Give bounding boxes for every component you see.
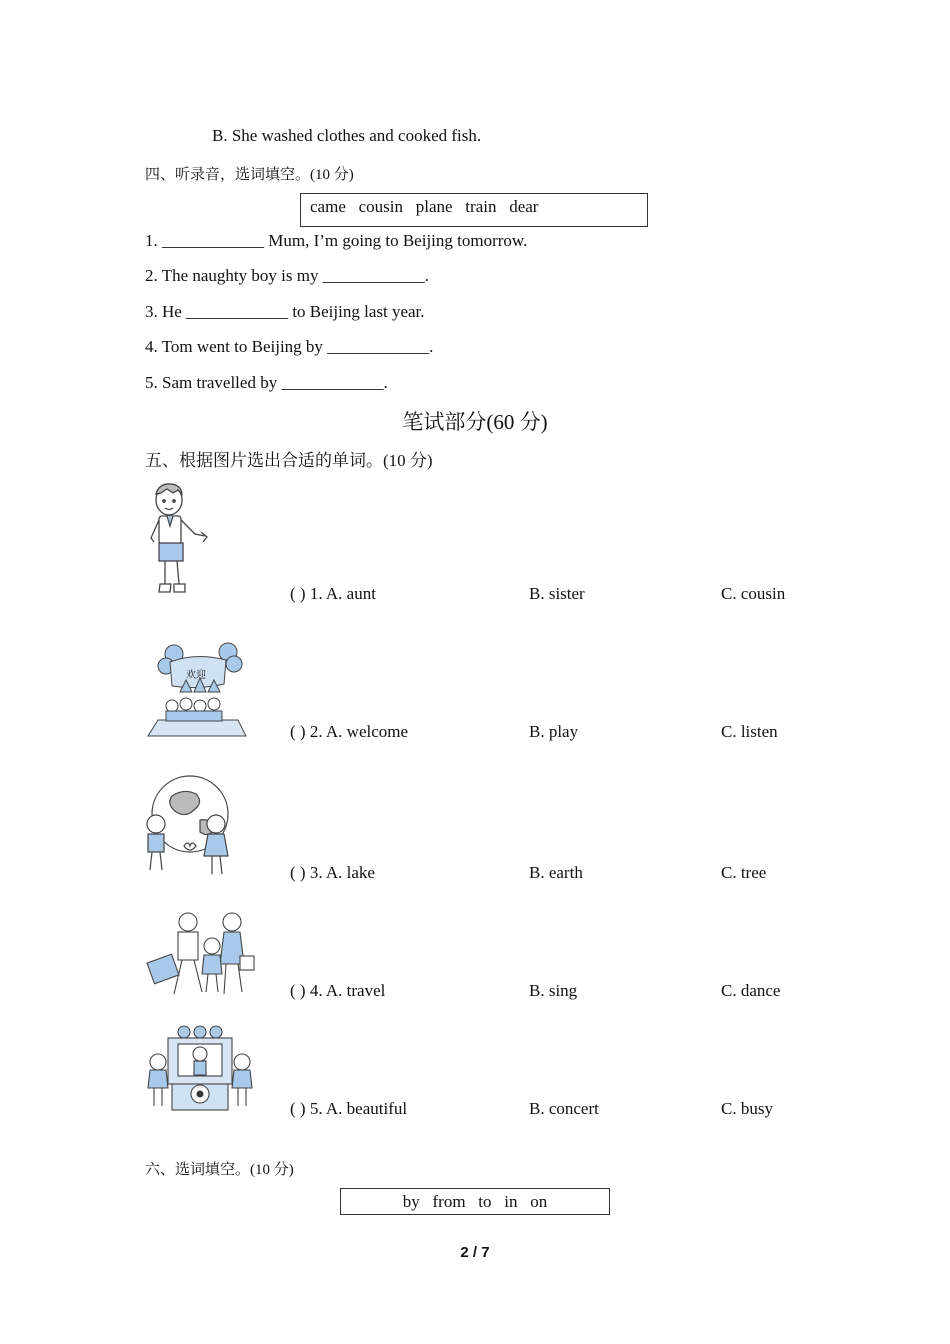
section6-word-box [340,1188,610,1215]
welcome-banner-text: 欢迎 [186,670,206,681]
family-travel-image [144,908,256,1000]
section4-word-box [300,193,648,227]
boy-waving-image [145,480,215,602]
concert-stage-image [144,1024,256,1114]
section4-item-1: 1. ____________ Mum, I’m going to Beijing tomorrow. [145,231,528,250]
section4-heading: 四、听录音，选词填空。(10 分) [145,167,354,183]
previous-option: B. She washed clothes and cooked fish. [212,126,482,145]
q3-option-c: C. tree [721,863,767,882]
q3-stem: ( ) 3. A. lake [290,863,375,882]
q2-stem: ( ) 2. A. welcome [290,722,409,741]
q4-option-b: B. sing [529,981,578,1000]
section4-item-5: 5. Sam travelled by ____________. [145,373,388,392]
section6-heading: 六、选词填空。(10 分) [145,1162,294,1178]
q2-option-c: C. listen [721,722,778,741]
q5-option-c: C. busy [721,1099,773,1118]
section4-item-3: 3. He ____________ to Beijing last year. [145,302,425,321]
section4-word-list: came cousin plane train dear [310,197,539,216]
welcome-banner-image [146,640,248,740]
children-globe-image [142,774,238,884]
written-part-title: 笔试部分(60 分) [402,410,548,434]
section5-heading: 五、根据图片选出合适的单词。(10 分) [145,451,433,470]
q1-option-b: B. sister [529,584,585,603]
q3-option-b: B. earth [529,863,583,882]
section4-item-4: 4. Tom went to Beijing by ____________. [145,337,434,356]
q2-option-b: B. play [529,722,579,741]
page-number: 2 / 7 [460,1244,490,1261]
section6-word-list: by from to in on [402,1192,548,1211]
q1-option-c: C. cousin [721,584,786,603]
q4-option-c: C. dance [721,981,781,1000]
section4-item-2: 2. The naughty boy is my ____________. [145,266,429,285]
q5-stem: ( ) 5. A. beautiful [290,1099,408,1118]
q1-stem: ( ) 1. A. aunt [290,584,376,603]
q4-stem: ( ) 4. A. travel [290,981,386,1000]
q5-option-b: B. concert [529,1099,599,1118]
